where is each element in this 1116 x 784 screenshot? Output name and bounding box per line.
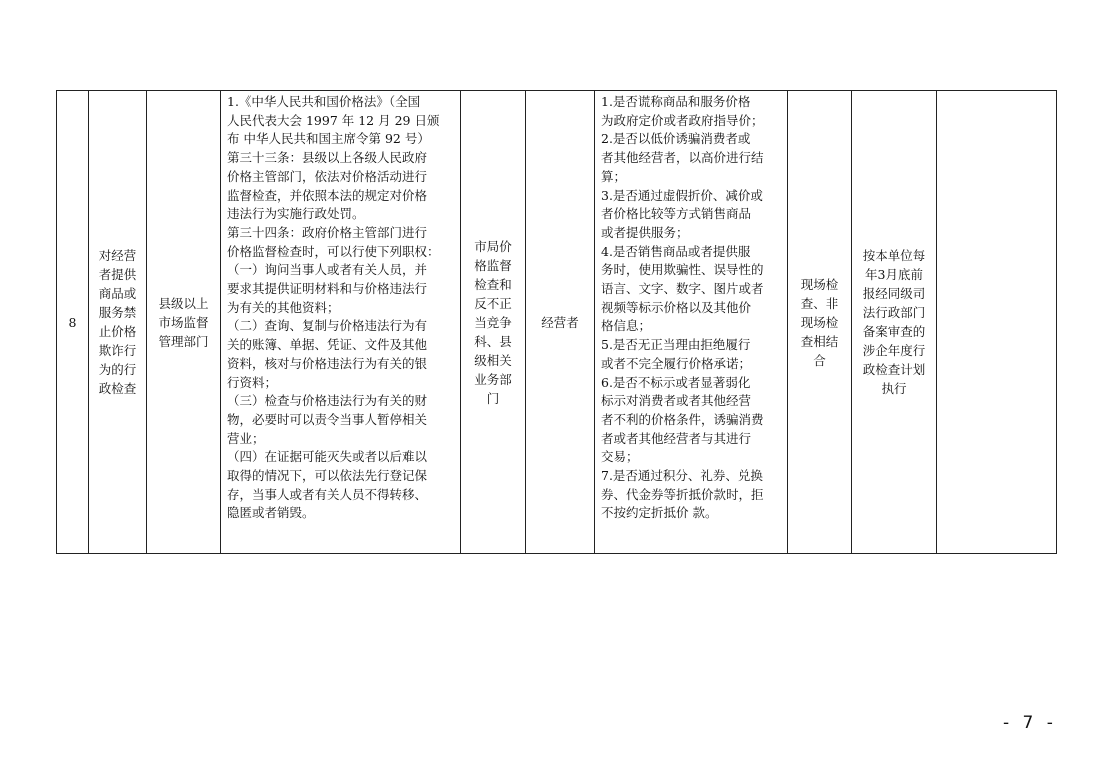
table-row [57, 91, 1057, 554]
text-line: 布 中华人民共和国主席令第 92 号） [227, 131, 430, 147]
text-line: 4.是否销售商品或者提供服 [601, 243, 751, 259]
implementing-dept-cell [461, 91, 526, 554]
text-line: 者价格比较等方式销售商品 [601, 206, 752, 222]
text-line: 格信息； [601, 318, 652, 334]
text-line: 务时，使用欺骗性、误导性的 [601, 262, 764, 278]
page-number: - 7 - [1003, 713, 1057, 733]
text-line: （四）在证据可能灭失或者以后难以 [227, 449, 428, 465]
text-line: 3.是否通过虚假折价、减价或 [601, 187, 763, 203]
row-index: 8 [68, 314, 77, 330]
text-line: 1.《中华人民共和国价格法》（全国 [227, 94, 421, 109]
text-line: 2.是否以低价诱骗消费者或 [601, 131, 751, 147]
text-line: 交易； [601, 449, 639, 465]
text-line: 为政府定价或者政府指导价； [601, 112, 764, 128]
text-line: 者不利的价格条件，诱骗消费 [601, 411, 764, 427]
text-line: 或者提供服务； [601, 224, 689, 240]
method-cell [788, 91, 852, 554]
text-line: 视频等标示价格以及其他价 [601, 299, 752, 315]
item-name-cell [89, 91, 147, 554]
text-line: 要求其提供证明材料和与价格违法行 [227, 281, 428, 297]
text-line: 者或者其他经营者与其进行 [601, 430, 752, 446]
text-line: 第三十四条：政府价格主管部门进行 [227, 224, 428, 240]
department: 县级以上市场监督管理部门 [158, 295, 209, 349]
text-line: 标示对消费者或者其他经营 [601, 393, 752, 409]
target-cell [526, 91, 595, 554]
text-line: 关的账簿、单据、凭证、文件及其他 [227, 337, 428, 353]
text-line: 监督检查，并依照本法的规定对价格 [227, 187, 428, 203]
text-line: 7.是否通过积分、礼券、兑换 [601, 468, 763, 484]
text-line: 第三十三条：县级以上各级人民政府 [227, 150, 428, 166]
text-line: 或者不完全履行价格承诺； [601, 355, 752, 371]
item-name: 对经营者提供商品或服务禁止价格欺诈行为的行政检查 [98, 248, 137, 396]
target: 经营者 [541, 314, 579, 330]
department-cell [147, 91, 221, 554]
legal-basis-text [227, 93, 454, 523]
remarks-cell [937, 91, 1057, 554]
inspection-items-table [56, 90, 1057, 554]
legal-basis-cell [221, 91, 461, 554]
text-line: （三）检查与价格违法行为有关的财 [227, 393, 428, 409]
text-line: 者其他经营者，以高价进行结 [601, 150, 764, 166]
implementing-dept: 市局价格监督检查和反不正当竞争科、县级相关业务部门 [474, 238, 512, 406]
text-line: 违法行为实施行政处罚。 [227, 206, 365, 222]
text-line: 1.是否谎称商品和服务价格 [601, 94, 751, 109]
frequency-cell [852, 91, 937, 554]
text-line: 语言、文字、数字、图片或者 [601, 281, 764, 297]
row-index-cell [57, 91, 89, 554]
text-line: （二）查询、复制与价格违法行为有 [227, 318, 428, 334]
text-line: 营业； [227, 430, 265, 446]
text-line: 价格主管部门，依法对价格活动进行 [227, 168, 428, 184]
text-line: 券、代金券等折抵价款时，拒 [601, 486, 764, 502]
text-line: 不按约定折抵价 款。 [601, 505, 718, 521]
text-line: 人民代表大会 1997 年 12 月 29 日颁 [227, 112, 440, 128]
text-line: 资料，核对与价格违法行为有关的银 [227, 355, 428, 371]
text-line: 5.是否无正当理由拒绝履行 [601, 337, 751, 353]
inspection-method: 现场检查、非现场检查相结合 [800, 276, 839, 368]
inspection-frequency: 按本单位每年3月底前报经同级司法行政部门备案审查的涉企年度行政检查计划执行 [862, 248, 926, 396]
text-line: 取得的情况下，可以依法先行登记保 [227, 468, 428, 484]
text-line: 价格监督检查时，可以行使下列职权： [227, 243, 440, 259]
text-line: 行资料； [227, 374, 278, 390]
text-line: 存，当事人或者有关人员不得转移、 [227, 486, 428, 502]
text-line: 物，必要时可以责令当事人暂停相关 [227, 411, 428, 427]
content-cell [595, 91, 788, 554]
text-line: 为有关的其他资料； [227, 299, 340, 315]
text-line: （一）询问当事人或者有关人员，并 [227, 262, 428, 278]
text-line: 6.是否不标示或者显著弱化 [601, 374, 751, 390]
text-line: 算； [601, 168, 627, 184]
inspection-content-text [601, 93, 781, 523]
text-line: 隐匿或者销毁。 [227, 505, 315, 521]
